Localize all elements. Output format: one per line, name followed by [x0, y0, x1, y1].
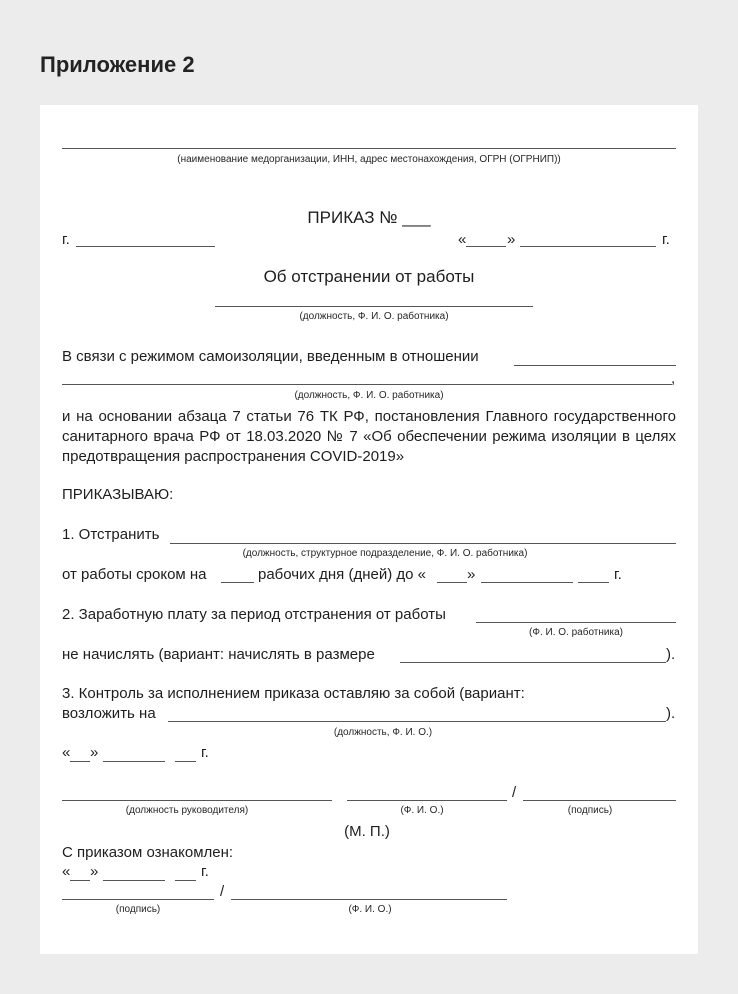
sign-date-quote-close: »: [90, 744, 99, 761]
ack-date-quote-open: «: [62, 863, 71, 880]
subject-person-line: [215, 306, 533, 307]
item2-close-paren: ).: [666, 646, 676, 663]
manager-signature-line: [523, 800, 676, 801]
acquainted-text: С приказом ознакомлен:: [62, 844, 234, 861]
sign-date-month-line: [103, 761, 165, 762]
sign-date-year-suffix: г.: [201, 744, 209, 761]
item1-until-month-line: [481, 582, 573, 583]
ack-signature-line: [62, 899, 214, 900]
sign-date-year-line: [175, 761, 196, 762]
ack-date-day-line: [70, 880, 90, 881]
item3-assignee-line: [168, 721, 666, 722]
item1-label: 1. Отстранить: [62, 526, 160, 543]
reason-text: В связи с режимом самоизоляции, введенным в отношении: [62, 348, 479, 365]
page-heading: Приложение 2: [40, 52, 195, 77]
item1-until-year-line: [578, 582, 609, 583]
manager-name-line: [347, 800, 507, 801]
item2-caption: (Ф. И. О. работника): [529, 627, 623, 638]
date-month-line: [520, 246, 656, 247]
ack-date-year-suffix: г.: [201, 863, 209, 880]
item1-year-suffix: г.: [614, 566, 622, 583]
ack-name-line: [231, 899, 507, 900]
ack-signature-caption: (подпись): [115, 904, 161, 915]
sign-slash: /: [512, 784, 517, 801]
item3-control-text: 3. Контроль за исполнением приказа оставляю за собой (вариант:: [62, 685, 525, 702]
item2-pay-text: не начислять (вариант: начислять в размере: [62, 646, 375, 663]
city-prefix: г.: [62, 231, 70, 248]
item2-amount-line: [400, 662, 666, 663]
order-word: ПРИКАЗЫВАЮ:: [62, 486, 174, 503]
reason-line-2: [62, 384, 672, 385]
item2-label: 2. Заработную плату за период отстранения от работы: [62, 606, 446, 623]
reason-line-1: [514, 365, 676, 366]
order-title: ПРИКАЗ № ___: [307, 208, 431, 227]
order-form-sheet: [40, 105, 698, 954]
item1-days-text: рабочих дня (дней) до «: [258, 566, 426, 583]
item3-caption: (должность, Ф. И. О.): [333, 727, 433, 738]
stamp-place: (М. П.): [344, 823, 390, 840]
ack-name-caption: (Ф. И. О.): [348, 904, 392, 915]
city-line: [76, 246, 215, 247]
manager-signature-caption: (подпись): [567, 805, 613, 816]
sign-date-day-line: [70, 761, 90, 762]
item1-person-line: [170, 543, 676, 544]
subject-person-caption: (должность, Ф. И. О. работника): [299, 311, 449, 322]
ack-slash: /: [220, 883, 225, 900]
manager-name-caption: (Ф. И. О.): [400, 805, 444, 816]
item1-term-text: от работы сроком на: [62, 566, 207, 583]
item1-quote-close: »: [467, 566, 476, 583]
sign-date-quote-open: «: [62, 744, 71, 761]
ack-date-quote-close: »: [90, 863, 99, 880]
manager-position-line: [62, 800, 332, 801]
item1-days-line: [221, 582, 254, 583]
date-quote-open: «: [458, 231, 467, 248]
org-line: [62, 148, 676, 149]
reason-comma: ,: [671, 370, 676, 387]
ack-date-year-line: [175, 880, 196, 881]
item1-until-day-line: [437, 582, 467, 583]
item3-close-paren: ).: [666, 705, 676, 722]
legal-basis-text: и на основании абзаца 7 статьи 76 ТК РФ, постановления Главного государственного санитарного врача РФ от 18.03.2020 № 7 «Об обеспечении режима изоляции в целях предотвращения распространения COVID-2019»: [62, 408, 676, 465]
date-quote-close: »: [507, 231, 516, 248]
order-subject: Об отстранении от работы: [263, 267, 475, 286]
ack-date-month-line: [103, 880, 165, 881]
reason-caption: (должность, Ф. И. О. работника): [294, 390, 444, 401]
manager-position-caption: (должность руководителя): [125, 805, 249, 816]
item3-assign-text: возложить на: [62, 705, 156, 722]
item2-person-line: [476, 622, 676, 623]
date-day-line: [466, 246, 506, 247]
org-caption: (наименование медорганизации, ИНН, адрес местонахождения, ОГРН (ОГРНИП)): [177, 154, 561, 165]
date-year-suffix: г.: [662, 231, 670, 248]
item1-caption: (должность, структурное подразделение, Ф. И. О. работника): [242, 548, 528, 559]
